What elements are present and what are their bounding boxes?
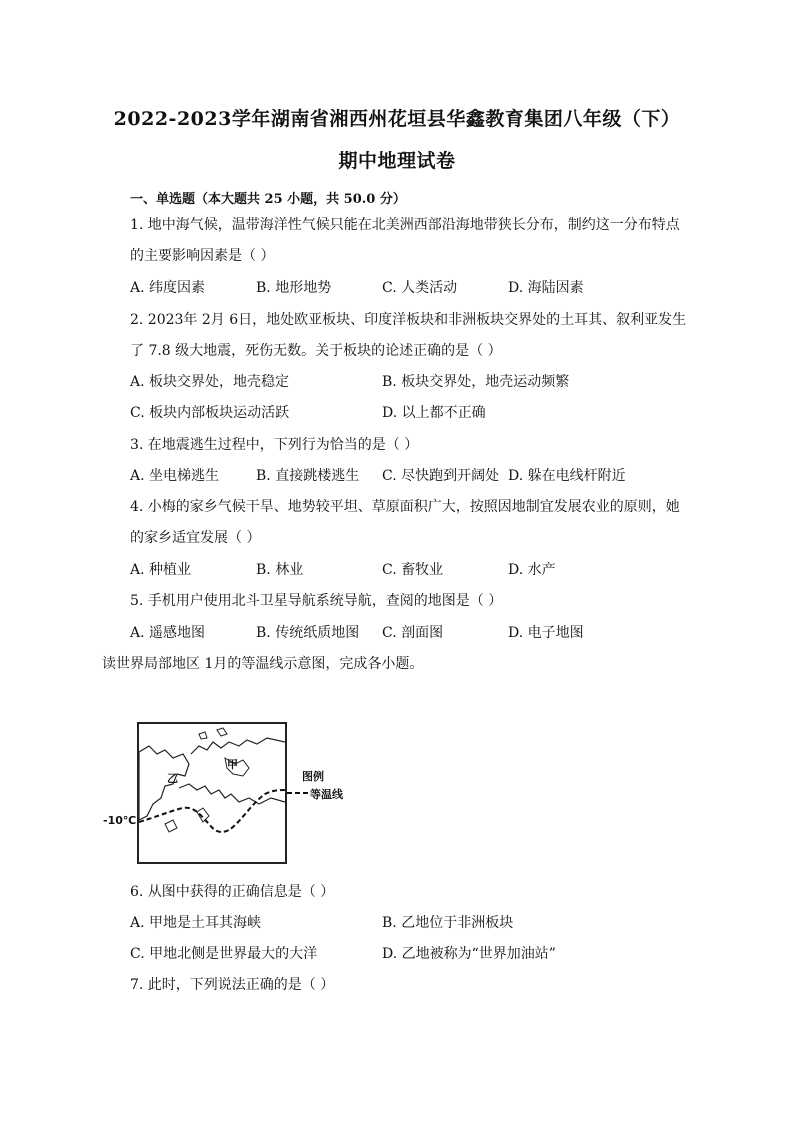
- question-7-line1: 7. 此时，下列说法正确的是（ ）: [130, 977, 335, 993]
- question-6-option-b: B. 乙地位于非洲板块: [382, 915, 514, 931]
- map-frame: [137, 722, 287, 864]
- isotherm-temp-label: -10℃: [103, 814, 137, 827]
- map-coastlines: [139, 724, 285, 862]
- exam-title-line2: 期中地理试卷: [338, 150, 456, 172]
- question-2-option-d: D. 以上都不正确: [382, 405, 486, 421]
- question-6-option-a: A. 甲地是土耳其海峡: [130, 915, 262, 931]
- question-3-option-b: B. 直接跳楼逃生: [256, 468, 360, 484]
- question-1-line1: 1. 地中海气候，温带海洋性气候只能在北美洲西部沿海地带狭长分布，制约这一分布特点: [130, 217, 680, 233]
- question-3-option-a: A. 坐电梯逃生: [130, 468, 220, 484]
- question-3-option-d: D. 躲在电线杆附近: [508, 468, 626, 484]
- reading-intro: 读世界局部地区 1月的等温线示意图，完成各小题。: [102, 656, 424, 672]
- map-label-yi: 乙: [167, 772, 178, 785]
- question-3-option-c: C. 尽快跑到开阔处: [382, 468, 500, 484]
- question-5-option-c: C. 剖面图: [382, 625, 444, 641]
- exam-title-line1: 2022-2023学年湖南省湘西州花垣县华鑫教育集团八年级（下）: [113, 108, 681, 130]
- question-1-option-d: D. 海陆因素: [508, 280, 584, 296]
- question-4-option-d: D. 水产: [508, 562, 556, 578]
- question-4-option-c: C. 畜牧业: [382, 562, 444, 578]
- question-4-line2: 的家乡适宜发展（ ）: [130, 530, 261, 546]
- map-label-jia: 甲: [227, 758, 238, 771]
- legend-dashed-line-icon: [287, 790, 309, 796]
- question-4-option-a: A. 种植业: [130, 562, 192, 578]
- section-heading: 一、单选题（本大题共 25 小题，共 50.0 分）: [130, 192, 406, 207]
- question-5-line1: 5. 手机用户使用北斗卫星导航系统导航，查阅的地图是（ ）: [130, 593, 503, 609]
- question-2-line1: 2. 2023年 2月 6日，地处欧亚板块、印度洋板块和非洲板块交界处的土耳其、叙利亚发生: [130, 312, 687, 328]
- question-2-option-c: C. 板块内部板块运动活跃: [130, 405, 290, 421]
- question-6-line1: 6. 从图中获得的正确信息是（ ）: [130, 884, 335, 900]
- question-2-option-a: A. 板块交界处，地壳稳定: [130, 374, 290, 390]
- legend-item-isotherm: 等温线: [310, 788, 343, 801]
- question-2-option-b: B. 板块交界处，地壳运动频繁: [382, 374, 570, 390]
- question-1-option-c: C. 人类活动: [382, 280, 458, 296]
- question-6-option-c: C. 甲地北侧是世界最大的大洋: [130, 946, 318, 962]
- question-4-line1: 4. 小梅的家乡气候干旱、地势较平坦、草原面积广大，按照因地制宜发展农业的原则，她: [130, 499, 680, 515]
- question-1-option-a: A. 纬度因素: [130, 280, 206, 296]
- question-1-option-b: B. 地形地势: [256, 280, 332, 296]
- question-5-option-b: B. 传统纸质地图: [256, 625, 360, 641]
- question-5-option-d: D. 电子地图: [508, 625, 584, 641]
- question-4-option-b: B. 林业: [256, 562, 304, 578]
- legend-title: 图例: [302, 770, 324, 783]
- question-5-option-a: A. 遥感地图: [130, 625, 206, 641]
- question-3-line1: 3. 在地震逃生过程中，下列行为恰当的是（ ）: [130, 437, 419, 453]
- question-6-option-d: D. 乙地被称为“世界加油站”: [382, 946, 556, 962]
- question-1-line2: 的主要影响因素是（ ）: [130, 248, 275, 264]
- question-2-line2: 了 7.8 级大地震，死伤无数。关于板块的论述正确的是（ ）: [130, 343, 502, 359]
